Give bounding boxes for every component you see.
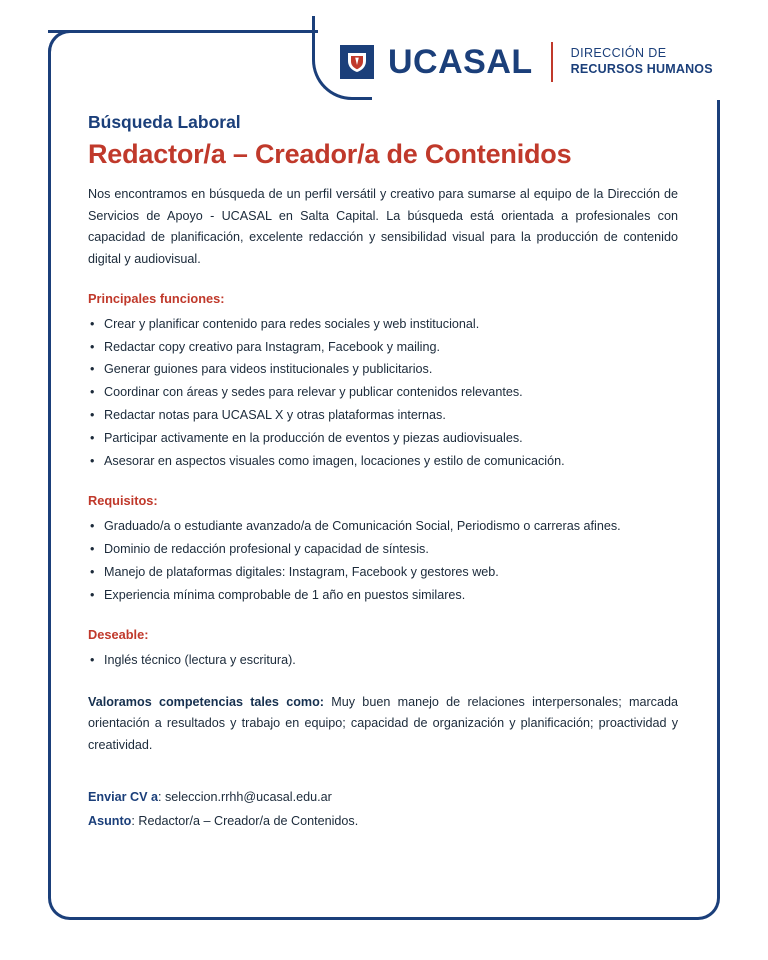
list-item: • Experiencia mínima comprobable de 1 año en puestos similares. <box>88 585 678 607</box>
contact-block <box>88 786 678 833</box>
list-item: • Generar guiones para videos institucionales y publicitarios. <box>88 359 678 381</box>
list-requisitos <box>88 516 678 607</box>
list-item: • Redactar notas para UCASAL X y otras plataformas internas. <box>88 405 678 427</box>
list-item: • Graduado/a o estudiante avanzado/a de Comunicación Social, Periodismo o carreras afines. <box>88 516 678 538</box>
competencies-label: Valoramos competencias tales como: <box>88 694 324 709</box>
contact-cv-value[interactable]: : seleccion.rrhh@ucasal.edu.ar <box>158 790 332 805</box>
list-item: • Crear y planificar contenido para redes sociales y web institucional. <box>88 314 678 336</box>
kicker-label: Búsqueda Laboral <box>88 112 241 132</box>
contact-subject-line <box>88 810 678 833</box>
contact-subject-value: : Redactor/a – Creador/a de Contenidos. <box>131 813 359 828</box>
document-border-corner <box>48 30 72 54</box>
competencies-text: Muy buen manejo de relaciones interpersonales; marcada orientación a resultados y trabajo en equipo; capacidad de organización y planificación; proactividad y creatividad. <box>88 694 678 752</box>
list-item: • Manejo de plataformas digitales: Instagram, Facebook y gestores web. <box>88 562 678 584</box>
list-item: • Redactar copy creativo para Instagram, Facebook y mailing. <box>88 337 678 359</box>
intro-paragraph: Nos encontramos en búsqueda de un perfil versátil y creativo para sumarse al equipo de la Dirección de Servicios de Apoyo - UCASAL en Salta Capital. La búsqueda está orientada a profesionales con capacidad de planificación, excelente redacción y sensibilidad visual para la producción de contenido digital y audiovisual. <box>88 187 678 266</box>
list-item: • Participar activamente en la producción de eventos y piezas audiovisuales. <box>88 428 678 450</box>
document-body <box>88 112 678 833</box>
competencies-paragraph <box>88 692 678 757</box>
department-name <box>571 46 713 77</box>
list-funciones <box>88 314 678 473</box>
brand-wordmark: UCASAL <box>388 43 533 81</box>
list-deseable <box>88 650 678 672</box>
brand-logo <box>340 42 713 82</box>
section-heading-deseable: Deseable: <box>88 626 149 642</box>
list-item: • Asesorar en aspectos visuales como imagen, locaciones y estilo de comunicación. <box>88 451 678 473</box>
department-line-2: RECURSOS HUMANOS <box>570 62 713 76</box>
contact-cv-label: Enviar CV a <box>88 790 158 805</box>
contact-subject-label: Asunto <box>88 813 132 828</box>
spacer <box>88 778 678 786</box>
page-title: Redactor/a – Creador/a de Contenidos <box>88 139 572 169</box>
list-item: • Dominio de redacción profesional y capacidad de síntesis. <box>88 539 678 561</box>
document-border-top-left <box>48 30 328 33</box>
logo-divider <box>551 42 553 82</box>
department-line-1: DIRECCIÓN DE <box>570 46 667 61</box>
list-item: • Coordinar con áreas y sedes para relevar y publicar contenidos relevantes. <box>88 382 678 404</box>
ucasal-shield-icon <box>340 45 374 79</box>
section-heading-funciones: Principales funciones: <box>88 290 225 306</box>
contact-cv-line <box>88 786 678 809</box>
section-heading-requisitos: Requisitos: <box>88 492 158 508</box>
list-item: • Inglés técnico (lectura y escritura). <box>88 650 678 672</box>
